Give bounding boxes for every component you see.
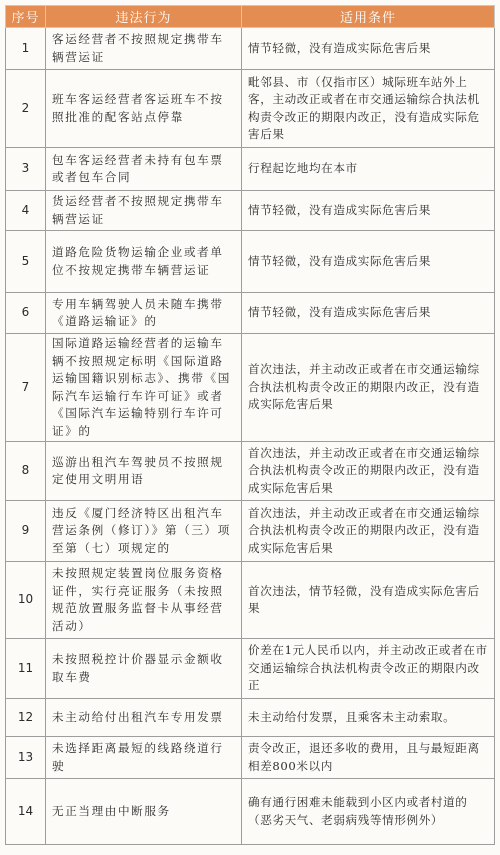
- row-number: 14: [6, 779, 46, 845]
- row-number: 5: [6, 231, 46, 293]
- regulation-table-page: [5, 5, 494, 845]
- violation-table: [5, 5, 495, 845]
- table-row: [6, 501, 495, 562]
- table-row: [6, 699, 495, 737]
- header-condition: 适用条件: [242, 6, 495, 28]
- violation-text: 客运经营者不按照规定携带车辆营运证: [46, 28, 242, 70]
- row-number: 8: [6, 442, 46, 501]
- condition-text: 情节轻微，没有造成实际危害后果: [242, 28, 495, 70]
- row-number: 11: [6, 639, 46, 699]
- violation-text: 专用车辆驾驶人员未随车携带《道路运输证》的: [46, 293, 242, 334]
- condition-text: 价差在1元人民币以内，并主动改正或者在市交通运输综合执法机构责令改正的期限内改正: [242, 639, 495, 699]
- violation-text: 国际道路运输经营者的运输车辆不按照规定标明《国际道路运输国籍识别标志》、携带《国际汽车运输行车许可证》或者《国际汽车运输特别行车许可证》的: [46, 334, 242, 442]
- table-row: [6, 779, 495, 845]
- table-row: [6, 70, 495, 148]
- violation-text: 无正当理由中断服务: [46, 779, 242, 845]
- violation-text: 未按照规定装置岗位服务资格证件，实行亮证服务（未按照规范放置服务监督卡从事经营活动）: [46, 562, 242, 639]
- table-row: [6, 334, 495, 442]
- table-row: [6, 442, 495, 501]
- condition-text: 首次违法，并主动改正或者在市交通运输综合执法机构责令改正的期限内改正，没有造成实际危害后果: [242, 442, 495, 501]
- violation-text: 班车客运经营者客运班车不按照批准的配客站点停靠: [46, 70, 242, 148]
- header-violation: 违法行为: [46, 6, 242, 28]
- condition-text: 情节轻微，没有造成实际危害后果: [242, 191, 495, 231]
- condition-text: 情节轻微，没有造成实际危害后果: [242, 293, 495, 334]
- violation-text: 包车客运经营者未持有包车票或者包车合同: [46, 148, 242, 191]
- row-number: 12: [6, 699, 46, 737]
- header-no: 序号: [6, 6, 46, 28]
- row-number: 1: [6, 28, 46, 70]
- condition-text: 首次违法，并主动改正或者在市交通运输综合执法机构责令改正的期限内改正，没有造成实际危害后果: [242, 334, 495, 442]
- table-header-row: [6, 6, 495, 28]
- table-row: [6, 293, 495, 334]
- table-row: [6, 639, 495, 699]
- row-number: 10: [6, 562, 46, 639]
- condition-text: 确有通行困难未能载到小区内或者村道的（恶劣天气、老弱病残等情形例外）: [242, 779, 495, 845]
- violation-text: 巡游出租汽车驾驶员不按照规定使用文明用语: [46, 442, 242, 501]
- table-row: [6, 28, 495, 70]
- table-row: [6, 191, 495, 231]
- table-row: [6, 562, 495, 639]
- table-row: [6, 231, 495, 293]
- row-number: 9: [6, 501, 46, 562]
- table-row: [6, 148, 495, 191]
- condition-text: 首次违法，并主动改正或者在市交通运输综合执法机构责令改正的期限内改正，没有造成实际危害后果: [242, 501, 495, 562]
- violation-text: 货运经营者不按照规定携带车辆营运证: [46, 191, 242, 231]
- violation-text: 未按照税控计价器显示金额收取车费: [46, 639, 242, 699]
- table-row: [6, 737, 495, 779]
- row-number: 3: [6, 148, 46, 191]
- condition-text: 行程起讫地均在本市: [242, 148, 495, 191]
- row-number: 2: [6, 70, 46, 148]
- violation-text: 道路危险货物运输企业或者单位不按规定携带车辆营运证: [46, 231, 242, 293]
- violation-text: 未选择距离最短的线路绕道行驶: [46, 737, 242, 779]
- row-number: 6: [6, 293, 46, 334]
- condition-text: 责令改正，退还多收的费用，且与最短距离相差800米以内: [242, 737, 495, 779]
- row-number: 13: [6, 737, 46, 779]
- row-number: 4: [6, 191, 46, 231]
- row-number: 7: [6, 334, 46, 442]
- condition-text: 首次违法，情节轻微，没有造成实际危害后果: [242, 562, 495, 639]
- violation-text: 未主动给付出租汽车专用发票: [46, 699, 242, 737]
- condition-text: 未主动给付发票，且乘客未主动索取。: [242, 699, 495, 737]
- condition-text: 情节轻微，没有造成实际危害后果: [242, 231, 495, 293]
- violation-text: 违反《厦门经济特区出租汽车营运条例（修订）》第（三）项至第（七）项规定的: [46, 501, 242, 562]
- condition-text: 毗邻县、市（仅指市区）城际班车站外上客，主动改正或者在市交通运输综合执法机构责令改正的期限内改正，没有造成实际危害后果: [242, 70, 495, 148]
